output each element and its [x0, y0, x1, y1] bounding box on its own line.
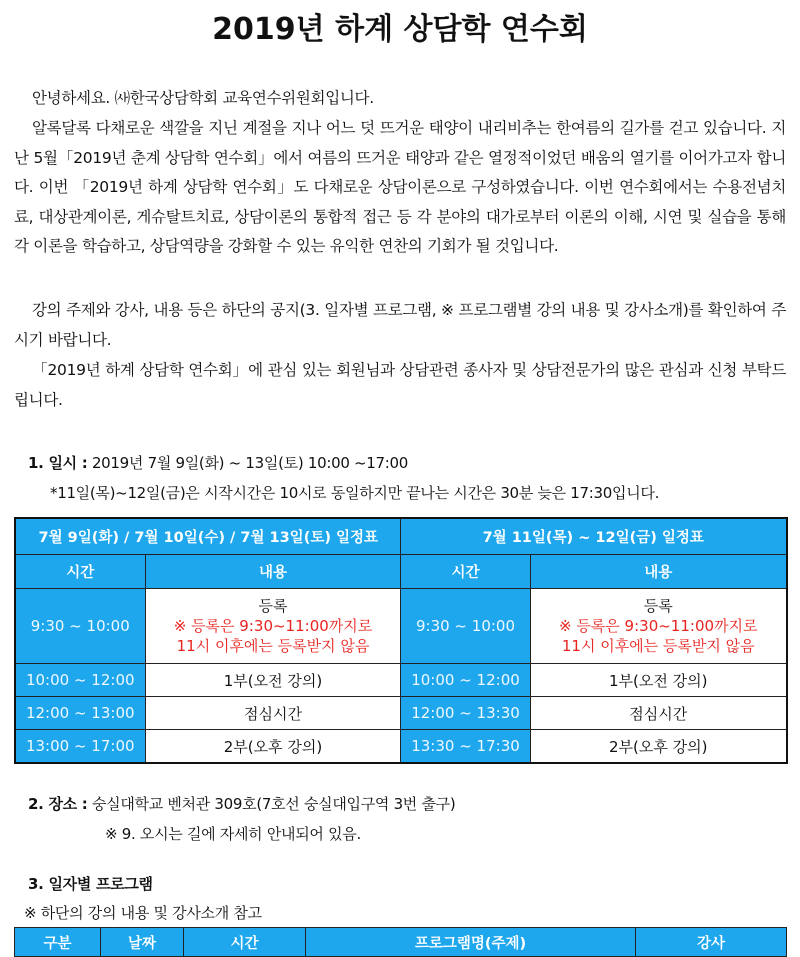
time-cell: 9:30 ~ 10:00	[401, 589, 531, 664]
section-location-value: 숭실대학교 벤처관 309호(7호선 숭실대입구역 3번 출구)	[91, 795, 456, 813]
content-cell: 점심시간	[145, 697, 401, 730]
column-header-content: 내용	[531, 555, 787, 589]
time-cell: 12:00 ~ 13:30	[401, 697, 531, 730]
table-row	[15, 697, 401, 730]
registration-label: 등록	[643, 597, 673, 615]
column-header-time: 시간	[401, 555, 531, 589]
registration-note-1: ※ 등록은 9:30~11:00까지로	[558, 617, 758, 635]
greeting-text: 안녕하세요. ㈔한국상담학회 교육연수위원회입니다.	[32, 89, 374, 107]
intro-greeting	[14, 84, 786, 114]
table-row	[401, 697, 787, 730]
schedule-table-left	[14, 517, 402, 764]
section-date	[28, 452, 408, 473]
section-location-note: ※ 9. 오시는 길에 자세히 안내되어 있음.	[105, 825, 361, 843]
schedule-table-right	[400, 517, 788, 764]
content-cell: 2부(오후 강의)	[531, 730, 787, 764]
time-cell: 9:30 ~ 10:00	[15, 589, 145, 664]
page-title: 2019년 하계 상담학 연수회	[212, 12, 588, 47]
column-header-instructor: 강사	[636, 928, 787, 957]
column-header-content: 내용	[145, 555, 401, 589]
table-row	[15, 589, 401, 664]
section-date-label: 1. 일시 :	[28, 454, 88, 472]
column-header-date: 날짜	[101, 928, 184, 957]
column-header-time: 시간	[15, 555, 145, 589]
registration-label: 등록	[258, 597, 288, 615]
content-cell: 1부(오전 강의)	[145, 664, 401, 697]
table-row	[401, 730, 787, 764]
registration-cell	[531, 589, 787, 664]
content-cell: 2부(오후 강의)	[145, 730, 401, 764]
table-row	[401, 589, 787, 664]
section-date-note: *11일(목)~12일(금)은 시작시간은 10시로 동일하지만 끝나는 시간은 30분 늦은 17:30입니다.	[50, 484, 660, 502]
table-row	[401, 664, 787, 697]
section-location-label: 2. 장소 :	[28, 795, 88, 813]
section-program-title: 3. 일자별 프로그램	[28, 875, 153, 893]
time-cell: 10:00 ~ 12:00	[401, 664, 531, 697]
column-header-category: 구분	[15, 928, 101, 957]
time-cell: 10:00 ~ 12:00	[15, 664, 145, 697]
schedule-right-title: 7월 11일(목) ~ 12일(금) 일정표	[401, 518, 787, 555]
time-cell: 13:00 ~ 17:00	[15, 730, 145, 764]
time-cell: 12:00 ~ 13:00	[15, 697, 145, 730]
table-row	[15, 730, 401, 764]
content-cell: 점심시간	[531, 697, 787, 730]
registration-note-1: ※ 등록은 9:30~11:00까지로	[173, 617, 373, 635]
registration-note-2: 11시 이후에는 등록받지 않음	[176, 637, 370, 655]
section-program-note: ※ 하단의 강의 내용 및 강사소개 참고	[24, 904, 262, 922]
time-cell: 13:30 ~ 17:30	[401, 730, 531, 764]
schedule-left-title: 7월 9일(화) / 7월 10일(수) / 7월 13일(토) 일정표	[15, 518, 401, 555]
intro-paragraph-2: 강의 주제와 강사, 내용 등은 하단의 공지(3. 일자별 프로그램, ※ 프로그램별 강의 내용 및 강사소개)를 확인하여 주시기 바랍니다.	[14, 301, 786, 349]
table-row	[15, 664, 401, 697]
program-table	[14, 927, 787, 957]
content-cell: 1부(오전 강의)	[531, 664, 787, 697]
column-header-program-name: 프로그램명(주제)	[306, 928, 636, 957]
registration-cell	[145, 589, 401, 664]
intro-paragraph-3: 「2019년 하계 상담학 연수회」에 관심 있는 회원님과 상담관련 종사자 및 상담전문가의 많은 관심과 신청 부탁드립니다.	[14, 361, 786, 409]
section-date-value: 2019년 7월 9일(화) ~ 13일(토) 10:00 ~17:00	[91, 454, 409, 472]
intro-paragraph-1: 알록달록 다채로운 색깔을 지닌 계절을 지나 어느 덧 뜨거운 태양이 내리비추는 한여름의 길가를 걷고 있습니다. 지난 5월「2019년 춘계 상담학 연수회」에서 여름의 뜨거운 태양과 같은 열정적이었던 배움의 열기를 이어가고자 합니다. 이번 「2019년 하계 상담학 연수회」도 다채로운 상담이론으로 구성하였습니다. 이번 연수회에서는 수용전념치료, 대상관계이론, 게슈탈트치료, 상담이론의 통합적 접근 등 각 분야의 대가로부터 이론의 이해, 시연 및 실습을 통해 각 이론을 학습하고, 상담역량을 강화할 수 있는 유익한 연찬의 기회가 될 것입니다.	[14, 119, 787, 255]
registration-note-2: 11시 이후에는 등록받지 않음	[561, 637, 755, 655]
column-header-time: 시간	[184, 928, 306, 957]
section-location	[28, 793, 455, 814]
